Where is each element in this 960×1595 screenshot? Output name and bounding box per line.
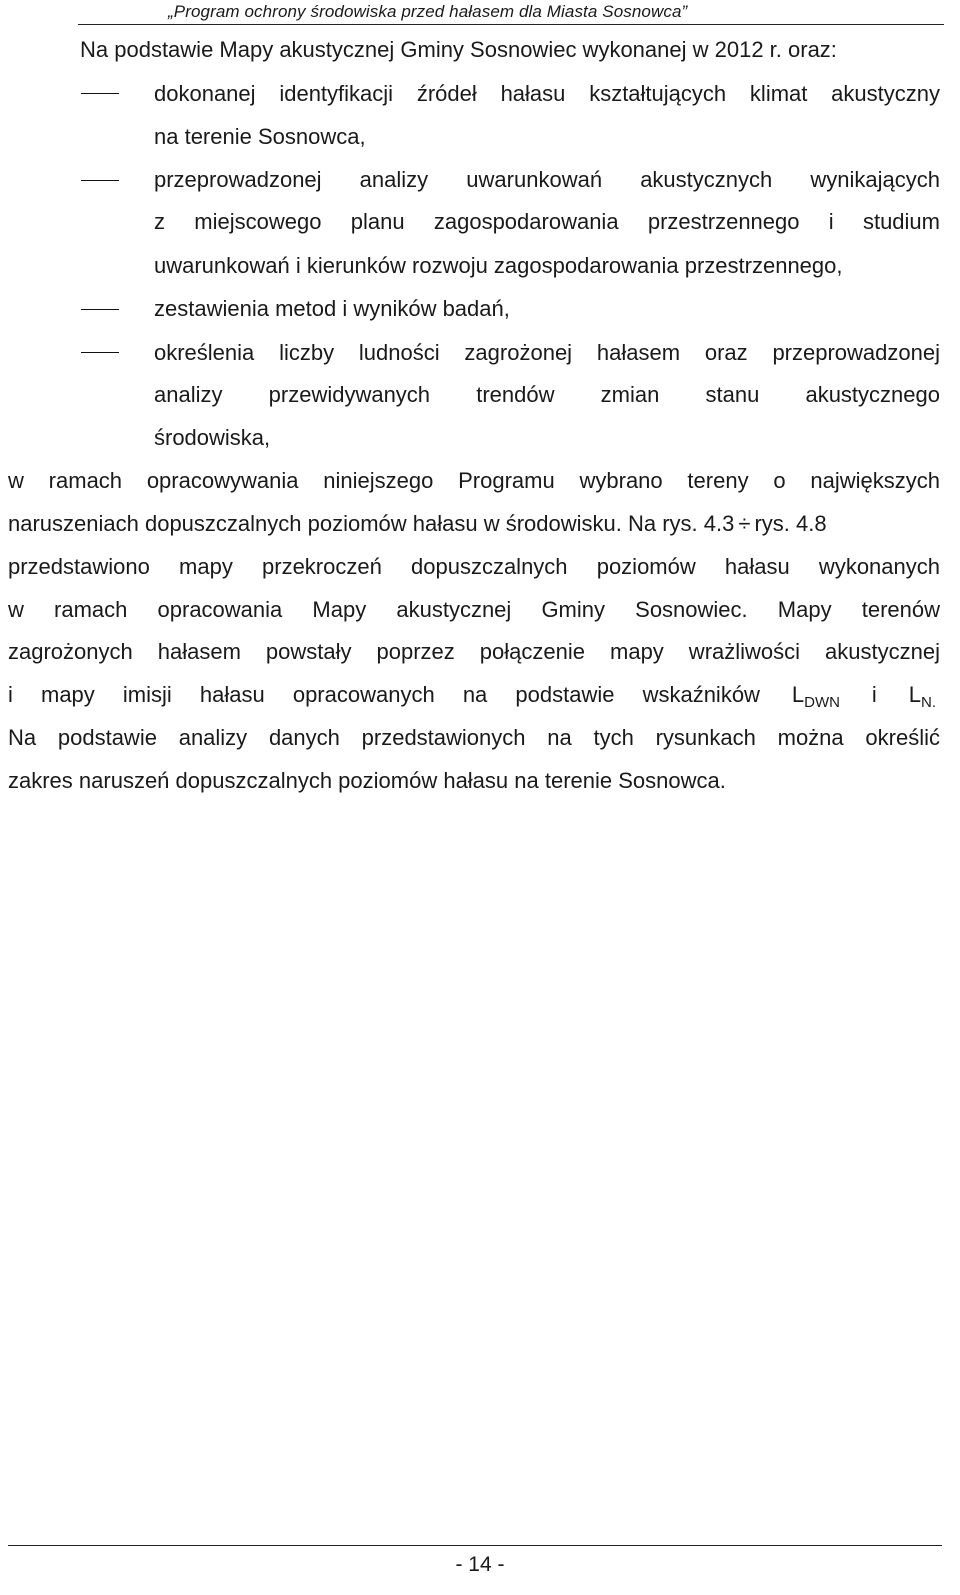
dash-bullet — [81, 352, 119, 353]
page-number: - 14 - — [455, 1553, 505, 1576]
list-item-4-line-3: środowiska, — [154, 425, 271, 450]
paragraph-line-2-text: naruszeniach dopuszczalnych poziomów hałasu w środowisku. Na rys. 4.3 — [8, 511, 735, 536]
document-header-title: „Program ochrony środowiska przed hałasem dla Miasta Sosnowca” — [168, 2, 688, 21]
list-item-1-line-1: dokonanej identyfikacji źródeł hałasu kształtujących klimat akustyczny — [154, 81, 940, 106]
dash-bullet — [81, 309, 119, 310]
intro-line: Na podstawie Mapy akustycznej Gminy Sosnowiec wykonanej w 2012 r. oraz: — [80, 37, 837, 62]
paragraph-line-3: przedstawiono mapy przekroczeń dopuszczalnych poziomów hałasu wykonanych — [8, 554, 940, 579]
list-item-4-line-2: analizy przewidywanych trendów zmian stanu akustycznego — [154, 382, 940, 407]
header-divider — [78, 24, 944, 25]
paragraph-line-6-text: i mapy imisji hałasu opracowanych na podstawie wskaźników — [8, 682, 760, 707]
footer-divider — [8, 1545, 942, 1546]
indicator-ldwn: $L_{DWN}$ — [791, 682, 840, 711]
list-item-2-line-3: uwarunkowań i kierunków rozwoju zagospodarowania przestrzennego, — [154, 253, 843, 278]
dash-bullet — [81, 180, 119, 181]
list-item-3-line-1: zestawienia metod i wyników badań, — [154, 296, 510, 321]
list-item-2-line-2: z miejscowego planu zagospodarowania przestrzennego i studium — [154, 209, 940, 234]
paragraph-line-2-end: rys. 4.8 — [754, 511, 827, 536]
dash-bullet — [81, 93, 119, 94]
indicator-ln: $L_{N.}$ — [908, 682, 936, 711]
paragraph-line-1: w ramach opracowywania niniejszego Programu wybrano tereny o największych — [8, 468, 940, 493]
list-item-4-line-1: określenia liczby ludności zagrożonej hałasem oraz przeprowadzonej — [154, 340, 940, 365]
conjunction: i — [871, 682, 877, 707]
paragraph-line-5: zagrożonych hałasem powstały poprzez połączenie mapy wrażliwości akustycznej — [8, 639, 940, 664]
list-item-2-line-1: przeprowadzonej analizy uwarunkowań akustycznych wynikających — [154, 167, 940, 192]
paragraph-line-8: zakres naruszeń dopuszczalnych poziomów hałasu na terenie Sosnowca. — [8, 768, 726, 793]
list-item-1-line-2: na terenie Sosnowca, — [154, 124, 366, 149]
paragraph-line-7: Na podstawie analizy danych przedstawionych na tych rysunkach można określić — [8, 725, 940, 750]
paragraph-line-6 — [8, 681, 940, 709]
range-sign: ÷ — [738, 511, 751, 536]
paragraph-line-4: w ramach opracowania Mapy akustycznej Gminy Sosnowiec. Mapy terenów — [8, 597, 940, 622]
paragraph-line-2 — [8, 510, 940, 538]
